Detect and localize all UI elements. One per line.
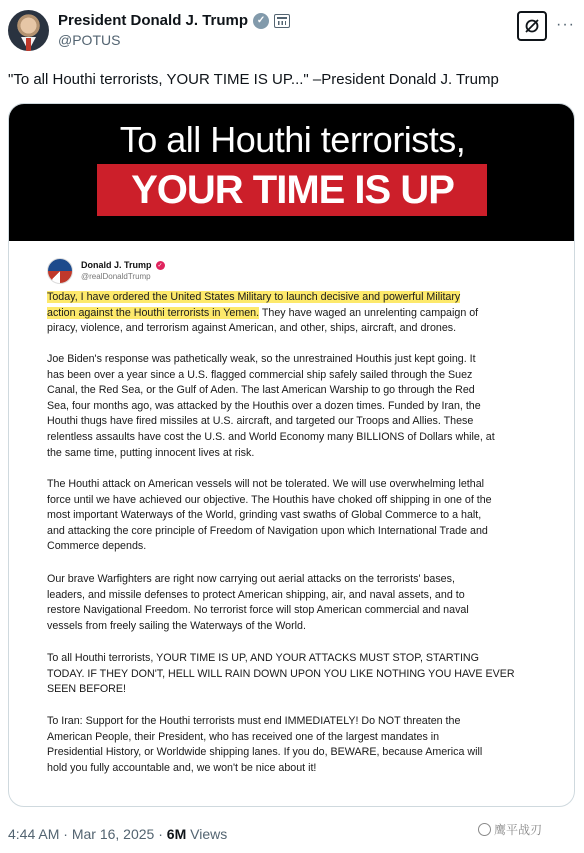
post-line: TODAY. IF THEY DON'T, HELL WILL RAIN DOWN UPON YOU LIKE NOTHING YOU HAVE EVER	[47, 667, 515, 680]
post-line: piracy, violence, and terrorism against American, and other, ships, aircraft, and drones.	[47, 322, 457, 335]
post-name-row	[81, 260, 165, 270]
post-line: Presidential History, or Worldwide shipping lanes. If you do, BEWARE, because America will	[47, 746, 483, 759]
separator: ·	[59, 826, 72, 842]
display-name[interactable]: President Donald J. Trump	[58, 12, 249, 29]
post-line: Sea, four months ago, was attacked by the Houthis over a dozen times. Funded by Iran, the	[47, 399, 481, 412]
post-line: To all Houthi terrorists, YOUR TIME IS UP, AND YOUR ATTACKS MUST STOP, STARTING	[47, 652, 479, 664]
tweet-text: "To all Houthi terrorists, YOUR TIME IS UP..." –President Donald J. Trump	[8, 71, 499, 88]
post-line: vessels from freely sailing the Waterways of the World.	[47, 619, 306, 632]
post-line: has been over a year since a U.S. flagged commercial ship safely sailed through the Suez	[47, 368, 473, 381]
views-label: Views	[186, 826, 228, 842]
post-line: Canal, the Red Sea, or the Gulf of Aden. The last American Warship to go through the Red	[47, 384, 475, 397]
post-author-name: Donald J. Trump	[81, 260, 152, 270]
post-paragraph-3	[47, 477, 547, 555]
post-line: and attacking the core principle of Freedom of Navigation upon which International Trade and	[47, 524, 488, 537]
grok-button[interactable]	[517, 11, 547, 41]
post-line: relentless assaults have cost the U.S. and World Economy many BILLIONS of Dollars while, at	[47, 430, 495, 443]
post-line	[47, 290, 547, 306]
post-line: Our brave Warfighters are right now carrying out aerial attacks on the terrorists' bases,	[47, 573, 455, 585]
watermark-icon	[478, 823, 491, 836]
watermark-text: 鹰平战刃	[494, 823, 543, 837]
post-paragraph-5	[47, 651, 547, 698]
banner-line2: YOUR TIME IS UP	[131, 168, 454, 212]
post-line: American People, their President, who has received one of the largest mandates in	[47, 730, 440, 743]
views-count[interactable]: 6M	[166, 826, 187, 842]
avatar-tie	[26, 38, 31, 51]
post-line: restore Navigational Freedom. No terrorist force will stop American commercial and naval	[47, 604, 469, 617]
watermark	[478, 821, 542, 838]
post-line: Commerce depends.	[47, 540, 147, 553]
post-line: Houthi thugs have fired missiles at U.S. aircraft, and targeted our Troops and Allies. These	[47, 415, 474, 428]
post-line: force until we have achieved our objective. The Houthis have choked off shipping in one of the	[47, 493, 492, 506]
post-author-handle: @realDonaldTrump	[81, 272, 151, 281]
tweet-header	[0, 0, 584, 62]
post-line: hold you fully accountable and, we won't be nice about it!	[47, 761, 317, 774]
highlighted-text: Today, I have ordered the United States Military to launch decisive and powerful Military	[47, 291, 461, 303]
post-line: most important Waterways of the World, grinding vast swaths of Global Commerce to a halt,	[47, 509, 482, 522]
banner-line1: To all Houthi terrorists,	[119, 119, 466, 160]
post-paragraph-2	[47, 352, 547, 461]
post-line: To Iran: Support for the Houthi terrorists must end IMMEDIATELY! Do NOT threaten the	[47, 715, 461, 727]
post-line	[47, 306, 547, 322]
user-handle[interactable]: @POTUS	[58, 32, 121, 48]
post-verified-icon: ✓	[157, 262, 163, 269]
post-line: leaders, and missile defenses to protect American shipping, air, and naval assets, and to	[47, 588, 465, 601]
tweet-media[interactable]	[8, 103, 575, 807]
tweet-footer	[8, 826, 227, 842]
post-line: Joe Biden's response was pathetically weak, so the unrestrained Houthis just kept going. It	[47, 353, 476, 365]
post-line: the same time, putting innocent lives at risk.	[47, 446, 255, 459]
avatar[interactable]	[8, 10, 49, 51]
verified-badge-icon[interactable]: ✓	[253, 13, 269, 29]
separator: ·	[154, 826, 167, 842]
more-icon[interactable]: ···	[556, 16, 575, 33]
post-line: The Houthi attack on American vessels will not be tolerated. We will use overwhelming lethal	[47, 478, 485, 490]
highlighted-text: action against the Houthi terrorists in Yemen.	[47, 306, 260, 319]
post-avatar	[47, 258, 73, 284]
post-time[interactable]: 4:44 AM	[8, 826, 60, 842]
government-badge-icon[interactable]	[274, 14, 290, 28]
name-row	[58, 12, 290, 29]
media-banner	[9, 104, 575, 241]
post-text: They have waged an unrelenting campaign of	[259, 306, 479, 319]
post-paragraph-6	[47, 714, 547, 776]
post-paragraph-4	[47, 572, 547, 634]
post-line: SEEN BEFORE!	[47, 683, 126, 696]
post-date[interactable]: Mar 16, 2025	[71, 826, 155, 842]
grok-icon	[523, 17, 541, 35]
post-paragraph-1	[47, 290, 547, 337]
